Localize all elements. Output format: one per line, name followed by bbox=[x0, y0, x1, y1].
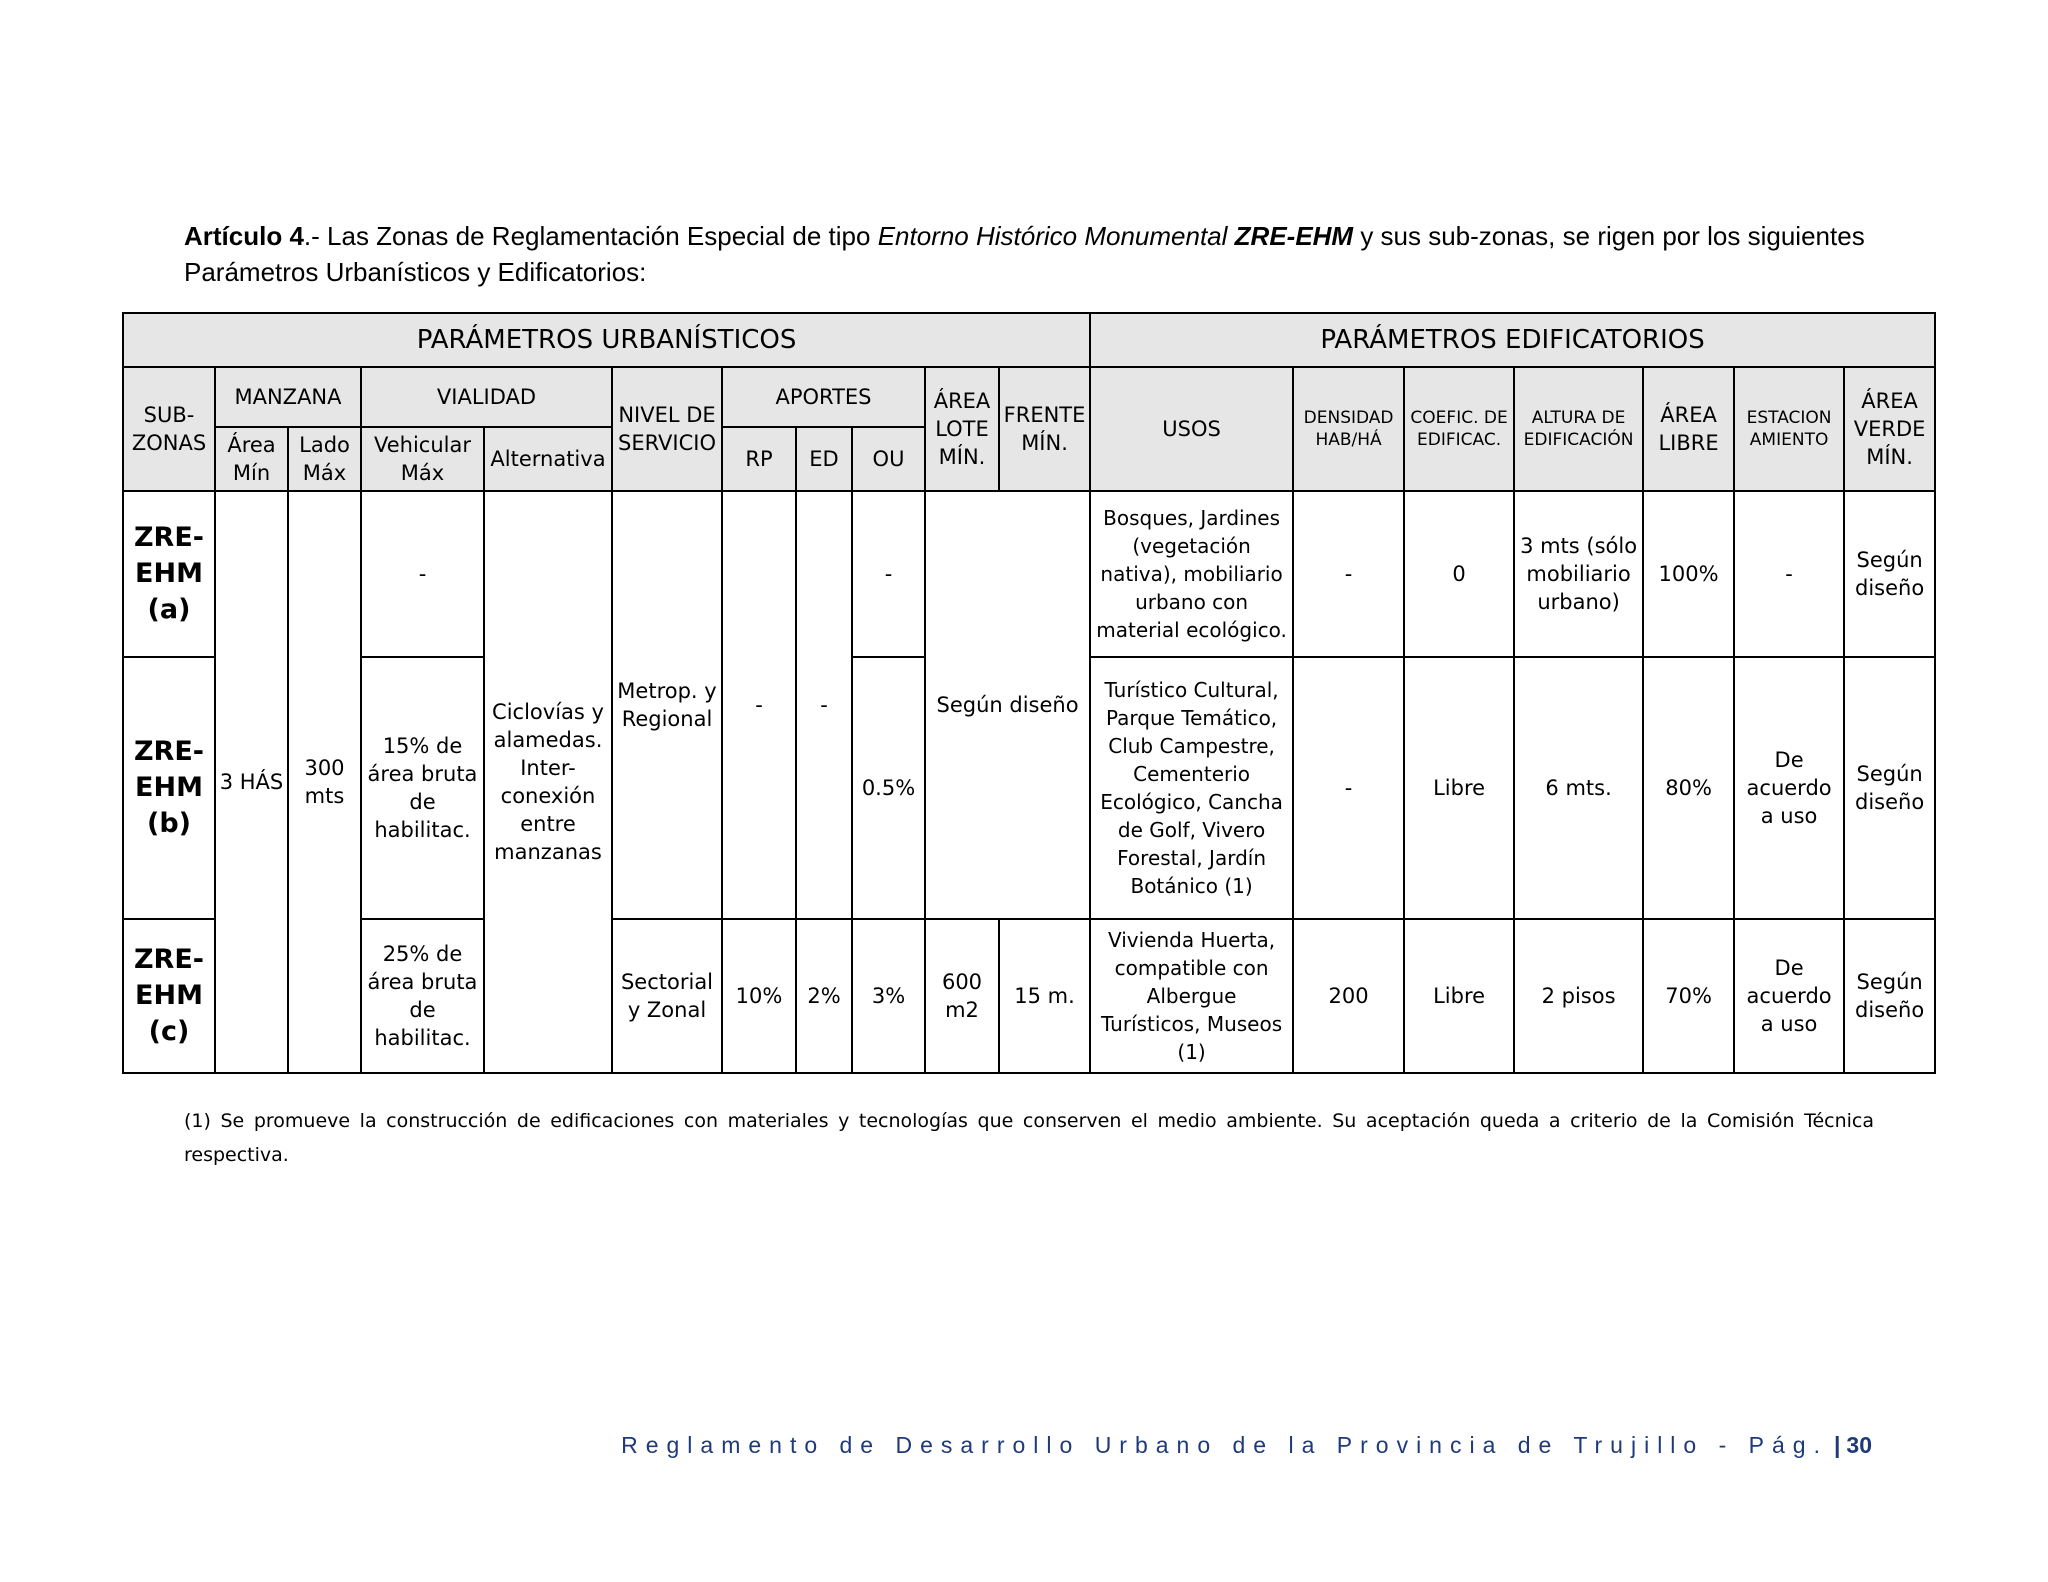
area-lote-value: 600 m2 bbox=[925, 919, 999, 1073]
footnote: (1) Se promueve la construcción de edificaciones con materiales y tecnologías que conserven el medio ambiente. Su aceptación queda a criterio de la Comisión Técnica respectiva. bbox=[184, 1110, 1874, 1166]
article-label: Artículo 4 bbox=[184, 221, 304, 251]
header-rp: RP bbox=[722, 427, 796, 491]
article-text-2: y sus sub-zonas, se rigen por los siguientes Parámetros Urbanísticos y Edificatorios: bbox=[184, 221, 1865, 287]
header-subzonas: SUB-ZONAS bbox=[123, 367, 215, 491]
altura-value: 2 pisos bbox=[1514, 919, 1643, 1073]
page-number: 30 bbox=[1846, 1432, 1872, 1458]
ed-value: - bbox=[796, 491, 852, 919]
zone-label: ZRE-EHM (b) bbox=[123, 657, 215, 919]
estacionamiento-value: De acuerdo a uso bbox=[1734, 919, 1844, 1073]
header-aportes: APORTES bbox=[722, 367, 925, 427]
header-area-min: Área Mín bbox=[215, 427, 288, 491]
vehicular-value: 15% de área bruta de habilitac. bbox=[361, 657, 484, 919]
area-verde-value: Según diseño bbox=[1844, 919, 1935, 1073]
header-area-lote: ÁREA LOTE MÍN. bbox=[925, 367, 999, 491]
coeficiente-value: Libre bbox=[1404, 657, 1514, 919]
vehicular-value: 25% de área bruta de habilitac. bbox=[361, 919, 484, 1073]
densidad-value: - bbox=[1293, 491, 1404, 657]
alternativa-value: Ciclovías y alamedas. Inter-conexión entre manzanas bbox=[484, 491, 612, 1073]
altura-value: 3 mts (sólo mobiliario urbano) bbox=[1514, 491, 1643, 657]
area-libre-value: 70% bbox=[1643, 919, 1734, 1073]
article-text-1: .- Las Zonas de Reglamentación Especial de tipo bbox=[303, 221, 878, 251]
header-densidad: DENSIDAD HAB/HÁ bbox=[1293, 367, 1404, 491]
usos-value: Vivienda Huerta, compatible con Albergue Turísticos, Museos (1) bbox=[1090, 919, 1293, 1073]
usos-value: Turístico Cultural, Parque Temático, Club Campestre, Cementerio Ecológico, Cancha de Golf, Vivero Forestal, Jardín Botánico (1) bbox=[1090, 657, 1293, 919]
densidad-value: - bbox=[1293, 657, 1404, 919]
band-parametros-urbanisticos: PARÁMETROS URBANÍSTICOS bbox=[123, 313, 1090, 367]
header-area-verde: ÁREA VERDE MÍN. bbox=[1844, 367, 1935, 491]
header-manzana: MANZANA bbox=[215, 367, 361, 427]
article-paragraph bbox=[184, 218, 1874, 290]
header-estacionamiento: ESTACION AMIENTO bbox=[1734, 367, 1844, 491]
ed-value: 2% bbox=[796, 919, 852, 1073]
header-ed: ED bbox=[796, 427, 852, 491]
zone-label: ZRE-EHM (a) bbox=[123, 491, 215, 657]
estacionamiento-value: - bbox=[1734, 491, 1844, 657]
rp-value: 10% bbox=[722, 919, 796, 1073]
coeficiente-value: Libre bbox=[1404, 919, 1514, 1073]
densidad-value: 200 bbox=[1293, 919, 1404, 1073]
parameters-table bbox=[122, 312, 1936, 1074]
area-libre-value: 100% bbox=[1643, 491, 1734, 657]
band-parametros-edificatorios: PARÁMETROS EDIFICATORIOS bbox=[1090, 313, 1935, 367]
header-nivel-servicio: NIVEL DE SERVICIO bbox=[612, 367, 722, 491]
estacionamiento-value: De acuerdo a uso bbox=[1734, 657, 1844, 919]
header-area-libre: ÁREA LIBRE bbox=[1643, 367, 1734, 491]
ou-value: 0.5% bbox=[852, 657, 925, 919]
zone-label: ZRE-EHM (c) bbox=[123, 919, 215, 1073]
page-footer bbox=[621, 1432, 1872, 1459]
header-alternativa: Alternativa bbox=[484, 427, 612, 491]
area-verde-value: Según diseño bbox=[1844, 657, 1935, 919]
nivel-servicio-value: Metrop. y Regional bbox=[612, 491, 722, 919]
area-min-value: 3 HÁS bbox=[215, 491, 288, 1073]
article-italic: Entorno Histórico Monumental bbox=[877, 221, 1228, 251]
rp-value: - bbox=[722, 491, 796, 919]
area-libre-value: 80% bbox=[1643, 657, 1734, 919]
lote-frente-value: Según diseño bbox=[925, 491, 1090, 919]
article-code: ZRE-EHM bbox=[1234, 221, 1354, 251]
coeficiente-value: 0 bbox=[1404, 491, 1514, 657]
footer-title: Reglamento de Desarrollo Urbano de la Provincia de Trujillo - Pág. bbox=[621, 1432, 1828, 1458]
altura-value: 6 mts. bbox=[1514, 657, 1643, 919]
vehicular-value: - bbox=[361, 491, 484, 657]
footer-separator: | bbox=[1833, 1432, 1841, 1458]
nivel-servicio-value: Sectorial y Zonal bbox=[612, 919, 722, 1073]
header-lado-max: Lado Máx bbox=[288, 427, 361, 491]
header-altura: ALTURA DE EDIFICACIÓN bbox=[1514, 367, 1643, 491]
area-verde-value: Según diseño bbox=[1844, 491, 1935, 657]
header-vehicular: Vehicular Máx bbox=[361, 427, 484, 491]
usos-value: Bosques, Jardines (vegetación nativa), mobiliario urbano con material ecológico. bbox=[1090, 491, 1293, 657]
header-usos: USOS bbox=[1090, 367, 1293, 491]
ou-value: - bbox=[852, 491, 925, 657]
ou-value: 3% bbox=[852, 919, 925, 1073]
header-frente: FRENTE MÍN. bbox=[999, 367, 1090, 491]
header-ou: OU bbox=[852, 427, 925, 491]
header-vialidad: VIALIDAD bbox=[361, 367, 612, 427]
lado-max-value: 300 mts bbox=[288, 491, 361, 1073]
frente-value: 15 m. bbox=[999, 919, 1090, 1073]
header-coeficiente: COEFIC. DE EDIFICAC. bbox=[1404, 367, 1514, 491]
